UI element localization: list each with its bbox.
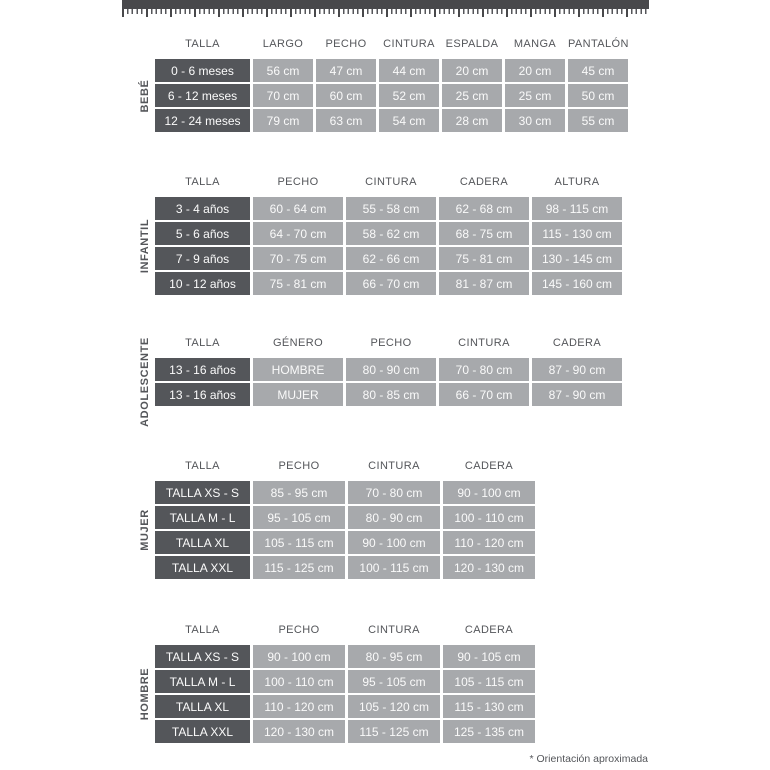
column-header: CINTURA xyxy=(458,337,510,349)
value-cell: 45 cm xyxy=(568,59,628,82)
value-cell: 66 - 70 cm xyxy=(439,383,529,406)
size-cell: 10 - 12 años xyxy=(155,272,250,295)
table-row xyxy=(155,556,535,579)
table-header-row xyxy=(155,37,628,51)
size-cell: 13 - 16 años xyxy=(155,358,250,381)
column-header: ALTURA xyxy=(554,176,600,188)
value-cell: 25 cm xyxy=(442,84,502,107)
value-cell: 120 - 130 cm xyxy=(443,556,535,579)
size-cell: 3 - 4 años xyxy=(155,197,250,220)
table-header-row xyxy=(155,175,622,189)
table-row xyxy=(155,84,628,107)
column-header: TALLA xyxy=(185,460,220,472)
value-cell: 90 - 100 cm xyxy=(348,531,440,554)
value-cell: 75 - 81 cm xyxy=(253,272,343,295)
column-header: CADERA xyxy=(464,624,514,636)
size-cell: 13 - 16 años xyxy=(155,383,250,406)
group-label-hombre: HOMBRE xyxy=(139,667,151,721)
table-row xyxy=(155,358,622,381)
size-cell: TALLA XL xyxy=(155,695,250,718)
table-row xyxy=(155,383,622,406)
column-header: TALLA xyxy=(185,337,220,349)
value-cell: 85 - 95 cm xyxy=(253,481,345,504)
value-cell: 70 - 75 cm xyxy=(253,247,343,270)
size-cell: TALLA XXL xyxy=(155,720,250,743)
column-header: PECHO xyxy=(370,337,412,349)
footnote: * Orientación aproximada xyxy=(529,753,648,765)
column-header: TALLA xyxy=(185,38,220,50)
column-header: TALLA xyxy=(185,176,220,188)
table-header-row xyxy=(155,459,535,473)
value-cell: 98 - 115 cm xyxy=(532,197,622,220)
value-cell: 80 - 95 cm xyxy=(348,645,440,668)
value-cell: 105 - 115 cm xyxy=(443,670,535,693)
ruler-bar xyxy=(122,0,649,9)
value-cell: HOMBRE xyxy=(253,358,343,381)
column-header: MANGA xyxy=(513,38,557,50)
value-cell: 54 cm xyxy=(379,109,439,132)
size-cell: TALLA XXL xyxy=(155,556,250,579)
value-cell: 95 - 105 cm xyxy=(253,506,345,529)
value-cell: 75 - 81 cm xyxy=(439,247,529,270)
table-row xyxy=(155,670,535,693)
value-cell: 80 - 85 cm xyxy=(346,383,436,406)
value-cell: 115 - 125 cm xyxy=(253,556,345,579)
value-cell: 28 cm xyxy=(442,109,502,132)
column-header: PECHO xyxy=(325,38,367,50)
size-cell: 12 - 24 meses xyxy=(155,109,250,132)
value-cell: 60 - 64 cm xyxy=(253,197,343,220)
value-cell: 70 - 80 cm xyxy=(348,481,440,504)
size-cell: TALLA XS - S xyxy=(155,645,250,668)
table-row xyxy=(155,506,535,529)
column-header: LARGO xyxy=(262,38,304,50)
value-cell: 145 - 160 cm xyxy=(532,272,622,295)
table-row xyxy=(155,272,622,295)
size-cell: TALLA XS - S xyxy=(155,481,250,504)
column-header: CINTURA xyxy=(368,460,420,472)
size-cell: 5 - 6 años xyxy=(155,222,250,245)
value-cell: 30 cm xyxy=(505,109,565,132)
group-label-adolescente: ADOLESCENTE xyxy=(139,337,151,427)
column-header: ESPALDA xyxy=(445,38,499,50)
column-header: CINTURA xyxy=(365,176,417,188)
size-cell: TALLA M - L xyxy=(155,670,250,693)
value-cell: 62 - 66 cm xyxy=(346,247,436,270)
table-row xyxy=(155,222,622,245)
value-cell: 58 - 62 cm xyxy=(346,222,436,245)
value-cell: 20 cm xyxy=(442,59,502,82)
size-table-adolescente xyxy=(155,336,622,408)
table-row xyxy=(155,109,628,132)
table-row xyxy=(155,531,535,554)
column-header: TALLA xyxy=(185,624,220,636)
ruler-ticks xyxy=(122,9,649,17)
size-table-infantil xyxy=(155,175,622,297)
column-header: GÉNERO xyxy=(272,337,324,349)
value-cell: 125 - 135 cm xyxy=(443,720,535,743)
value-cell: 115 - 130 cm xyxy=(443,695,535,718)
value-cell: 81 - 87 cm xyxy=(439,272,529,295)
column-header: PECHO xyxy=(278,460,320,472)
value-cell: 105 - 115 cm xyxy=(253,531,345,554)
value-cell: 115 - 130 cm xyxy=(532,222,622,245)
group-label-bebe: BEBÉ xyxy=(139,79,151,113)
table-row xyxy=(155,59,628,82)
group-label-infantil: INFANTIL xyxy=(139,218,151,274)
value-cell: 87 - 90 cm xyxy=(532,358,622,381)
value-cell: 47 cm xyxy=(316,59,376,82)
value-cell: 80 - 90 cm xyxy=(346,358,436,381)
value-cell: 130 - 145 cm xyxy=(532,247,622,270)
table-row xyxy=(155,720,535,743)
size-table-bebe xyxy=(155,37,628,134)
value-cell: MUJER xyxy=(253,383,343,406)
value-cell: 80 - 90 cm xyxy=(348,506,440,529)
value-cell: 120 - 130 cm xyxy=(253,720,345,743)
value-cell: 50 cm xyxy=(568,84,628,107)
value-cell: 70 cm xyxy=(253,84,313,107)
value-cell: 87 - 90 cm xyxy=(532,383,622,406)
column-header: CINTURA xyxy=(368,624,420,636)
value-cell: 110 - 120 cm xyxy=(253,695,345,718)
table-header-row xyxy=(155,336,622,350)
value-cell: 44 cm xyxy=(379,59,439,82)
value-cell: 52 cm xyxy=(379,84,439,107)
value-cell: 79 cm xyxy=(253,109,313,132)
column-header: CADERA xyxy=(464,460,514,472)
value-cell: 20 cm xyxy=(505,59,565,82)
value-cell: 90 - 100 cm xyxy=(443,481,535,504)
column-header: CADERA xyxy=(459,176,509,188)
value-cell: 100 - 115 cm xyxy=(348,556,440,579)
value-cell: 56 cm xyxy=(253,59,313,82)
size-cell: 7 - 9 años xyxy=(155,247,250,270)
table-header-row xyxy=(155,623,535,637)
table-row xyxy=(155,645,535,668)
value-cell: 55 - 58 cm xyxy=(346,197,436,220)
value-cell: 90 - 100 cm xyxy=(253,645,345,668)
column-header: PECHO xyxy=(278,624,320,636)
value-cell: 105 - 120 cm xyxy=(348,695,440,718)
column-header: CADERA xyxy=(552,337,602,349)
value-cell: 55 cm xyxy=(568,109,628,132)
column-header: CINTURA xyxy=(383,38,435,50)
value-cell: 62 - 68 cm xyxy=(439,197,529,220)
value-cell: 115 - 125 cm xyxy=(348,720,440,743)
column-header: PANTALÓN xyxy=(568,38,629,50)
value-cell: 110 - 120 cm xyxy=(443,531,535,554)
size-table-hombre xyxy=(155,623,535,745)
group-label-mujer: MUJER xyxy=(139,509,151,551)
column-header: PECHO xyxy=(277,176,319,188)
size-table-mujer xyxy=(155,459,535,581)
value-cell: 90 - 105 cm xyxy=(443,645,535,668)
table-row xyxy=(155,247,622,270)
size-cell: TALLA XL xyxy=(155,531,250,554)
value-cell: 25 cm xyxy=(505,84,565,107)
value-cell: 100 - 110 cm xyxy=(253,670,345,693)
size-cell: 0 - 6 meses xyxy=(155,59,250,82)
measuring-tape-ruler xyxy=(122,0,649,17)
size-cell: TALLA M - L xyxy=(155,506,250,529)
value-cell: 95 - 105 cm xyxy=(348,670,440,693)
value-cell: 70 - 80 cm xyxy=(439,358,529,381)
table-row xyxy=(155,481,535,504)
value-cell: 66 - 70 cm xyxy=(346,272,436,295)
table-row xyxy=(155,197,622,220)
value-cell: 64 - 70 cm xyxy=(253,222,343,245)
value-cell: 68 - 75 cm xyxy=(439,222,529,245)
value-cell: 100 - 110 cm xyxy=(443,506,535,529)
size-cell: 6 - 12 meses xyxy=(155,84,250,107)
table-row xyxy=(155,695,535,718)
value-cell: 63 cm xyxy=(316,109,376,132)
value-cell: 60 cm xyxy=(316,84,376,107)
